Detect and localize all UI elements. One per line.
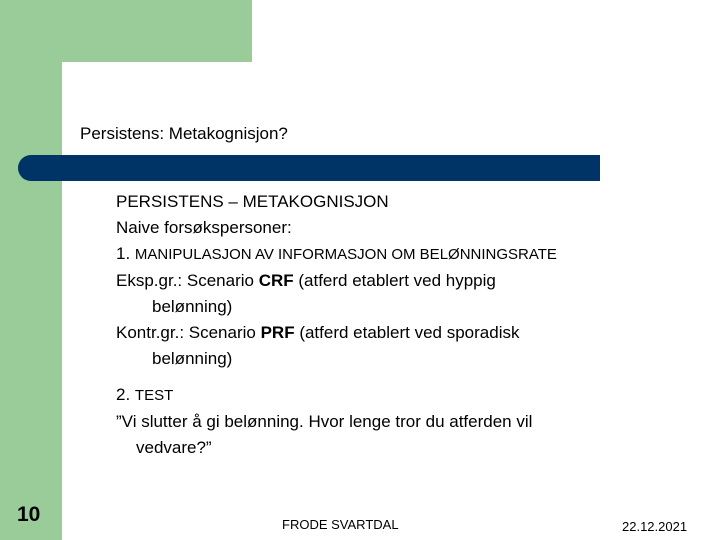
slide-content bbox=[116, 189, 676, 461]
decorative-green-left bbox=[0, 0, 62, 540]
step-1-number: 1. bbox=[116, 244, 131, 263]
slide-title: Persistens: Metakognisjon? bbox=[80, 124, 288, 143]
heading: PERSISTENS – METAKOGNISJON bbox=[116, 192, 389, 211]
control-group bbox=[116, 320, 676, 346]
step-2 bbox=[116, 382, 676, 409]
title-bar bbox=[18, 155, 600, 181]
step-1 bbox=[116, 241, 676, 268]
page-number: 10 bbox=[17, 503, 41, 526]
step-2-text: TEST bbox=[134, 387, 174, 404]
quote-line-1: ”Vi slutter å gi belønning. Hvor lenge tror du atferden vil bbox=[116, 412, 533, 431]
control-group-cont: belønning) bbox=[152, 349, 233, 368]
exp-scenario-bold: CRF bbox=[258, 271, 294, 290]
experimental-group-cont: belønning) bbox=[152, 297, 233, 316]
ctrl-prefix: Kontr.gr.: Scenario bbox=[116, 323, 261, 342]
step-1-text: MANIPULASJON AV INFORMASJON OM BELØNNINGSRATE bbox=[134, 246, 557, 263]
exp-prefix: Eksp.gr.: Scenario bbox=[116, 271, 259, 290]
footer-author: FRODE SVARTDAL bbox=[282, 517, 399, 532]
experimental-group bbox=[116, 268, 676, 294]
ctrl-scenario-bold: PRF bbox=[260, 323, 295, 342]
footer-date: 22.12.2021 bbox=[622, 519, 688, 534]
step-2-number: 2. bbox=[116, 385, 131, 404]
quote-line-2: vedvare?” bbox=[136, 438, 212, 457]
ctrl-suffix: (atferd etablert ved sporadisk bbox=[294, 323, 520, 342]
subjects-label: Naive forsøkspersoner: bbox=[116, 218, 292, 237]
exp-suffix: (atferd etablert ved hyppig bbox=[293, 271, 496, 290]
